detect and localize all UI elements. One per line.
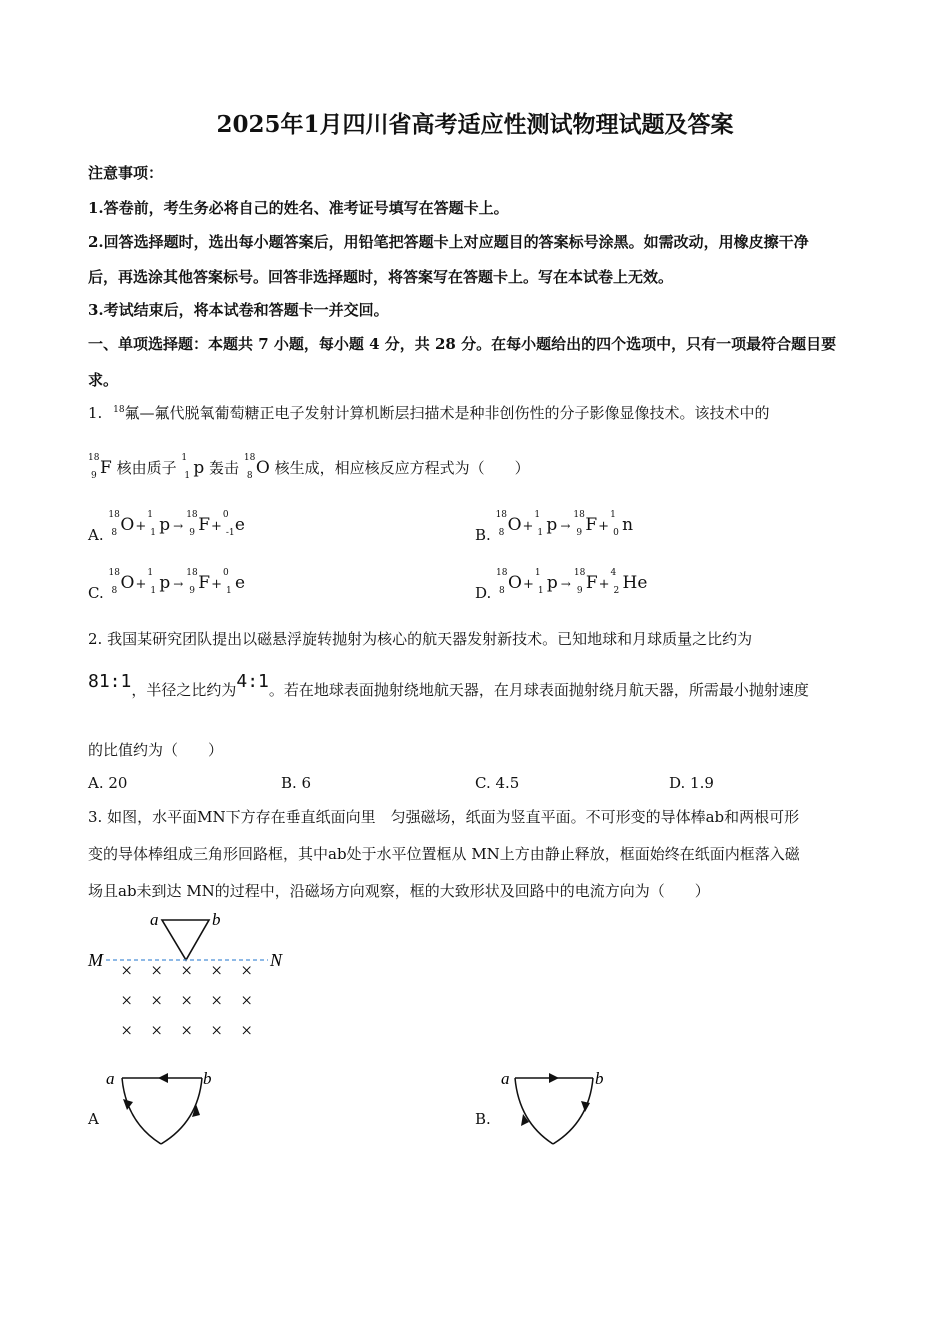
left-rod <box>515 1078 553 1144</box>
q3-field-diagram <box>80 905 300 1050</box>
field-cross: × <box>241 990 253 1012</box>
magnetic-field-crosses <box>121 960 252 1042</box>
notes-item-2-line2: 后，再选涂其他答案标号。回答非选择题时，将答案写在答题卡上。写在本试卷上无效。 <box>88 268 674 286</box>
q1-line2 <box>88 453 530 481</box>
field-cross: × <box>181 990 193 1012</box>
q2-text-a: ，半径之比约为 <box>131 681 237 699</box>
field-cross: × <box>211 1020 223 1042</box>
q1-option-b[interactable]: B. 18 8 O+ 1 1 p → 18 9 F+ 1 0 n <box>475 510 634 544</box>
label-n: N <box>270 950 283 970</box>
q2-option-c[interactable]: C. 4.5 <box>475 774 520 792</box>
notes-heading: 注意事项： <box>88 164 164 182</box>
label-b: b <box>595 1069 604 1088</box>
label-a: a <box>501 1069 510 1088</box>
q1-text-b: 轰击 <box>209 459 240 477</box>
mass-ratio: 81:1 <box>88 671 132 692</box>
left-rod <box>122 1078 161 1144</box>
q1-number: 1. <box>88 404 103 422</box>
q3-option-b-label[interactable]: B. <box>475 1110 491 1128</box>
q3-line3: 场且ab未到达 MN的过程中，沿磁场方向观察，框的大致形状及回路中的电流方向为（ ） <box>88 882 710 900</box>
q3-line1: 3. 如图，水平面MN下方存在垂直纸面向里 匀强磁场，纸面为竖直平面。不可形变的导体棒ab和两根可形 <box>88 808 800 826</box>
field-cross: × <box>121 1020 133 1042</box>
radius-ratio: 4:1 <box>236 671 269 692</box>
q1-mass-number: 18 <box>113 405 125 415</box>
label-a: a <box>106 1069 115 1088</box>
right-rod <box>553 1078 593 1144</box>
arrow-left-icon <box>158 1073 168 1083</box>
q1-option-a[interactable]: A. 18 8 O+ 1 1 p → 18 9 F+ 0 -1 e <box>88 510 245 544</box>
notes-item-1: 1.答卷前，考生务必将自己的姓名、准考证号填写在答题卡上。 <box>88 199 509 217</box>
q2-option-b[interactable]: B. 6 <box>281 774 312 792</box>
field-cross: × <box>121 960 133 982</box>
q1-option-c[interactable]: C. 18 8 O+ 1 1 p → 18 9 F+ 0 1 e <box>88 568 246 602</box>
q1-text-a: 核由质子 <box>116 459 177 477</box>
section1-line2: 求。 <box>88 371 119 389</box>
q2-line1: 2. 我国某研究团队提出以磁悬浮旋转抛射为核心的航天器发射新技术。已知地球和月球质量之比约为 <box>88 630 753 648</box>
notes-item-2-line1: 2.回答选择题时，选出每小题答案后，用铅笔把答题卡上对应题目的答案标号涂黑。如需改动，用橡皮擦干净 <box>88 233 809 251</box>
q1-text-c: 核生成，相应核反应方程式为（ ） <box>274 459 530 477</box>
q3-option-b-diagram[interactable] <box>495 1062 625 1152</box>
field-cross: × <box>181 960 193 982</box>
arrow-down-left-icon <box>123 1099 133 1110</box>
nuclide-f18: 18 9 F <box>88 453 112 481</box>
field-cross: × <box>241 1020 253 1042</box>
label-m: M <box>88 950 103 970</box>
arrow-down-right-icon <box>581 1101 590 1112</box>
field-cross: × <box>151 960 163 982</box>
label-a: a <box>150 910 159 929</box>
label-b: b <box>203 1069 212 1088</box>
label-b: b <box>212 910 221 929</box>
field-cross: × <box>211 990 223 1012</box>
field-cross: × <box>151 1020 163 1042</box>
field-cross: × <box>241 960 253 982</box>
page-title: 2025年1月四川省高考适应性测试物理试题及答案 <box>216 111 734 138</box>
arrow-right-icon <box>549 1073 559 1083</box>
q2-text-b: 。若在地球表面抛射绕地航天器，在月球表面抛射绕月航天器，所需最小抛射速度 <box>268 681 809 699</box>
triangle-frame <box>162 920 209 960</box>
q2-option-d[interactable]: D. 1.9 <box>669 774 714 792</box>
nuclide-o18: 18 8 O <box>243 453 270 481</box>
section1-line1: 一、单项选择题：本题共 7 小题，每小题 4 分，共 28 分。在每小题给出的四个选项中，只有一项最符合题目要 <box>88 335 837 353</box>
q3-option-a-diagram[interactable] <box>100 1062 230 1152</box>
q3-option-a-label[interactable]: A <box>88 1110 99 1128</box>
q2-line3: 的比值约为（ ） <box>88 741 224 759</box>
q3-line2: 变的导体棒组成三角形回路框，其中ab处于水平位置框从 MN上方由静止释放，框面始终在纸面内框落入磁 <box>88 845 800 863</box>
field-cross: × <box>211 960 223 982</box>
field-cross: × <box>121 990 133 1012</box>
q2-line2 <box>88 671 809 700</box>
notes-item-3: 3.考试结束后，将本试卷和答题卡一并交回。 <box>88 301 389 319</box>
nuclide-proton: 1 1 p <box>181 453 205 481</box>
q1-option-d[interactable]: D. 18 8 O+ 1 1 p → 18 9 F+ 4 2 He <box>475 568 648 602</box>
field-cross: × <box>151 990 163 1012</box>
q1-text: 氟—氟代脱氧葡萄糖正电子发射计算机断层扫描术是种非创伤性的分子影像显像技术。该技术中的 <box>124 404 770 422</box>
field-cross: × <box>181 1020 193 1042</box>
q2-option-a[interactable]: A. 20 <box>88 774 128 792</box>
q1-line1 <box>88 402 770 423</box>
